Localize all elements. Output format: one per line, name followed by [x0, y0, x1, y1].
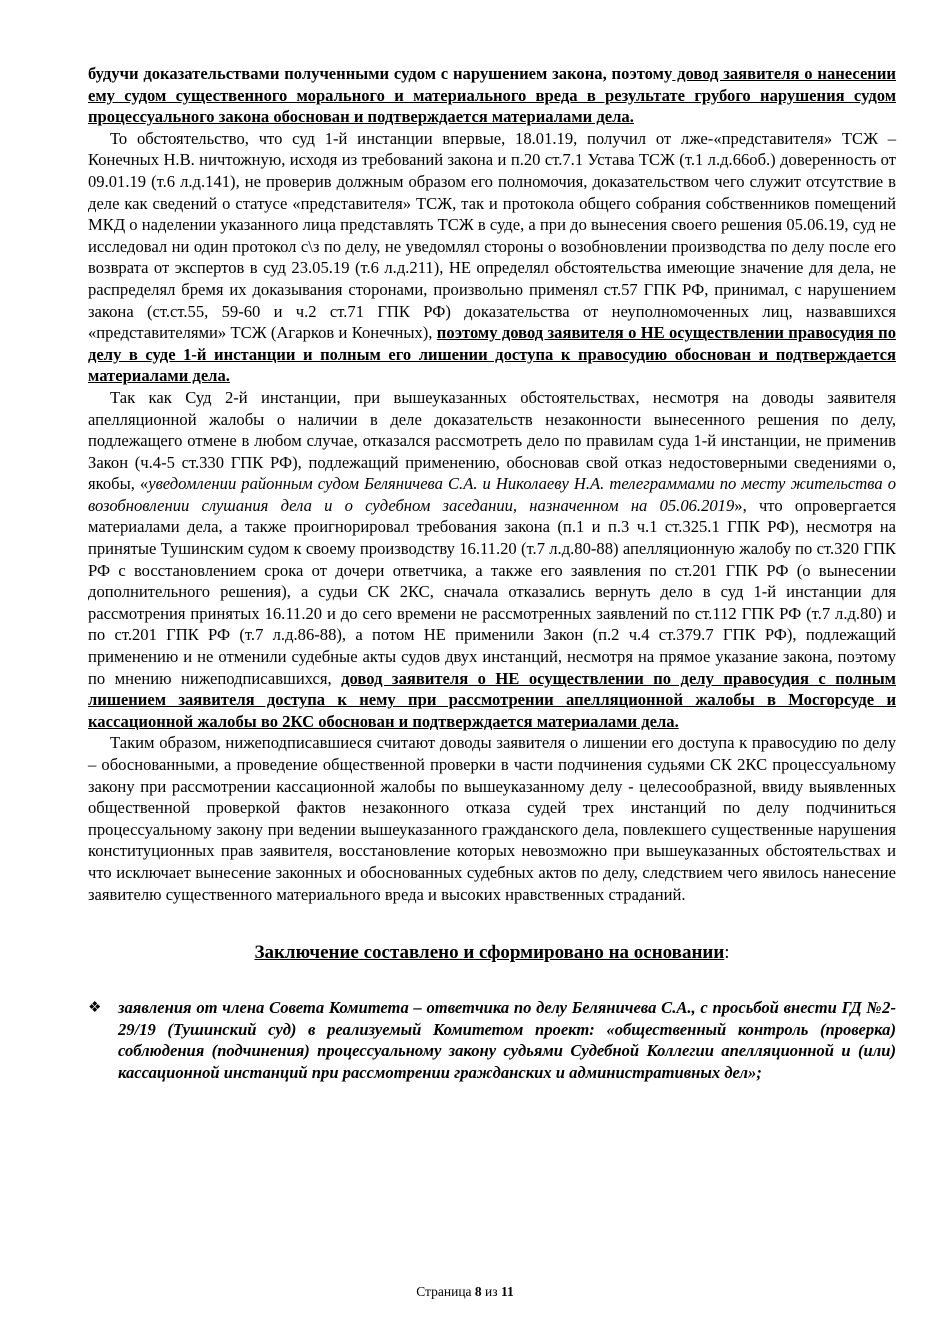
paragraph-2 — [88, 128, 896, 387]
paragraph-3 — [88, 387, 896, 733]
page-footer — [0, 1284, 930, 1300]
paragraph-3-conclusion: довод заявителя о НЕ осуществлении по делу правосудия с полным лишением заявителя доступа к нему при рассмотрении апелляционной жалобы в Мосгорсуде и кассационной жалобы во 2КС обоснован и подтверждается материалами дела. — [88, 668, 896, 731]
paragraph-2-body: То обстоятельство, что суд 1-й инстанции впервые, 18.01.19, получил от лже-«представителя» ТСЖ – Конечных Н.В. ничтожную, исходя из требований закона и п.20 ст.7.1 Устава ТСЖ (т.1 л.д.66об.) доверенность от 09.01.19 (т.6 л.д.141), не проверив должным образом его полномочия, доказательством чего служит отсутствие в деле как сведений о статусе «представителя» ТСЖ, так и протокола общего собрания собственников помещений МКД о наделении указанного лица представлять ТСЖ в суде, а при до вынесения своего решения 05.06.19, суд не исследовал ни один протокол с\з по делу, не уведомлял стороны о возобновлении производства по делу после его возврата от экспертов в суд 23.05.19 (т.6 л.д.211), НЕ определял обстоятельства имеющие значение для дела, не распределял бремя их доказывания сторонами, произвольно применял ст.57 ГПК РФ, принимал, с нарушением закона (ст.ст.55, 59-60 и ч.2 ст.71 ГПК РФ) доказательства от неуполномоченных лиц, назвавшихся «представителями» ТСЖ (Агарков и Конечных), — [88, 128, 896, 343]
document-page — [88, 63, 896, 1084]
diamond-star-bullet-icon: ❖ — [88, 1000, 102, 1017]
page-separator: из — [485, 1284, 498, 1299]
basis-list-item — [88, 997, 896, 1083]
current-page-number: 8 — [474, 1284, 482, 1299]
paragraph-4: Таким образом, нижеподписавшиеся считают доводы заявителя о лишении его доступа к правосудию по делу – обоснованными, а проведение общественной проверки в части подчинения судьями СК 2КС процессуальному закону при рассмотрении кассационной жалобы по вышеуказанному делу - целесообразной, ввиду выявленных общественной проверкой фактов незаконного отказа судей трех инстанций по делу подчиниться процессуальному закону при ведении вышеуказанного гражданского дела, повлекшего существенные нарушения конституционных прав заявителя, восстановление которых невозможно при вышеуказанных обстоятельствах и что исключает вынесение законных и обоснованных судебных актов по делу, следствием чего явилось нанесение заявителю существенного материального вреда и высоких нравственных страданий. — [88, 733, 896, 904]
basis-list-item-text: заявления от члена Совета Комитета – ответчика по делу Беляничева С.А., с просьбой внести ГД №2-29/19 (Тушинский суд) в реализуемый Комитетом проект: «общественный контроль (проверка) соблюдения (подчинения) процессуальному закону судьями Судебной Коллегии апелляционной и (или) кассационной инстанций при рассмотрении гражданских и административных дел»; — [118, 998, 896, 1082]
paragraph-3-body-start: Так как Суд 2-й инстанции, при вышеуказанных обстоятельствах, несмотря на доводы заявителя апелляционной жалобы о наличии в деле доказательств незаконности вынесенного решения по делу, подлежащего отмене в любом случае, отказался рассмотреть дело по правилам суда 1-й инстанции, не применив Закон (ч.4-5 ст.330 ГПК РФ), подлежащий применению, обосновав свой отказ недостоверными сведениями о, якобы, « — [88, 387, 896, 494]
section-heading-text: Заключение составлено и сформировано на основании — [254, 942, 725, 964]
section-heading-colon: : — [724, 942, 730, 964]
paragraph-1 — [88, 63, 896, 128]
paragraph-1-bold: будучи доказательствами полученными судом с нарушением закона, поэтому — [88, 64, 673, 83]
paragraph-3-quote: уведомлении районным судом Беляничева С.А. и Николаеву Н.А. телеграммами по месту жительства о возобновлении слушания дела и о судебном заседании, назначенном на 05.06.2019 — [88, 474, 896, 515]
page-label: Страница — [416, 1284, 472, 1299]
total-pages-number: 11 — [500, 1284, 514, 1299]
section-heading — [88, 941, 896, 965]
paragraph-3-body-end: », что опровергается материалами дела, а также проигнорировал требования закона (п.1 и п.3 ч.1 ст.325.1 ГПК РФ), несмотря на принятые Тушинским судом к своему производству 16.11.20 (т.7 л.д.80-88) апелляционную жалобу по ст.320 ГПК РФ с восстановлением срока от дочери ответчика, а также его заявления по ст.201 ГПК РФ (о вынесении дополнительного решения), а судьи СК 2КС, сначала отказались вернуть дело в суд 1-й инстанции для рассмотрения принятых 16.11.20 и до сего времени не рассмотренных заявлений по ст.112 ГПК РФ (т.7 л.д.80) и по ст.201 ГПК РФ (т.7 л.д.86-88), а потом НЕ применили Закон (п.2 ч.4 ст.379.7 ГПК РФ), подлежащий применению и не отменили судебные акты судов двух инстанций, несмотря на прямое указание закона, поэтому по мнению нижеподписавшихся, — [88, 495, 897, 688]
paragraph-2-conclusion: поэтому довод заявителя о НЕ осуществлении правосудия по делу в суде 1-й инстанции и полным его лишении доступа к правосудию обоснован и подтверждается материалами дела. — [88, 323, 896, 386]
paragraph-1-conclusion: довод заявителя о нанесении ему судом существенного морального и материального вреда в результате грубого нарушения судом процессуального закона обоснован и подтверждается материалами дела. — [88, 64, 896, 127]
